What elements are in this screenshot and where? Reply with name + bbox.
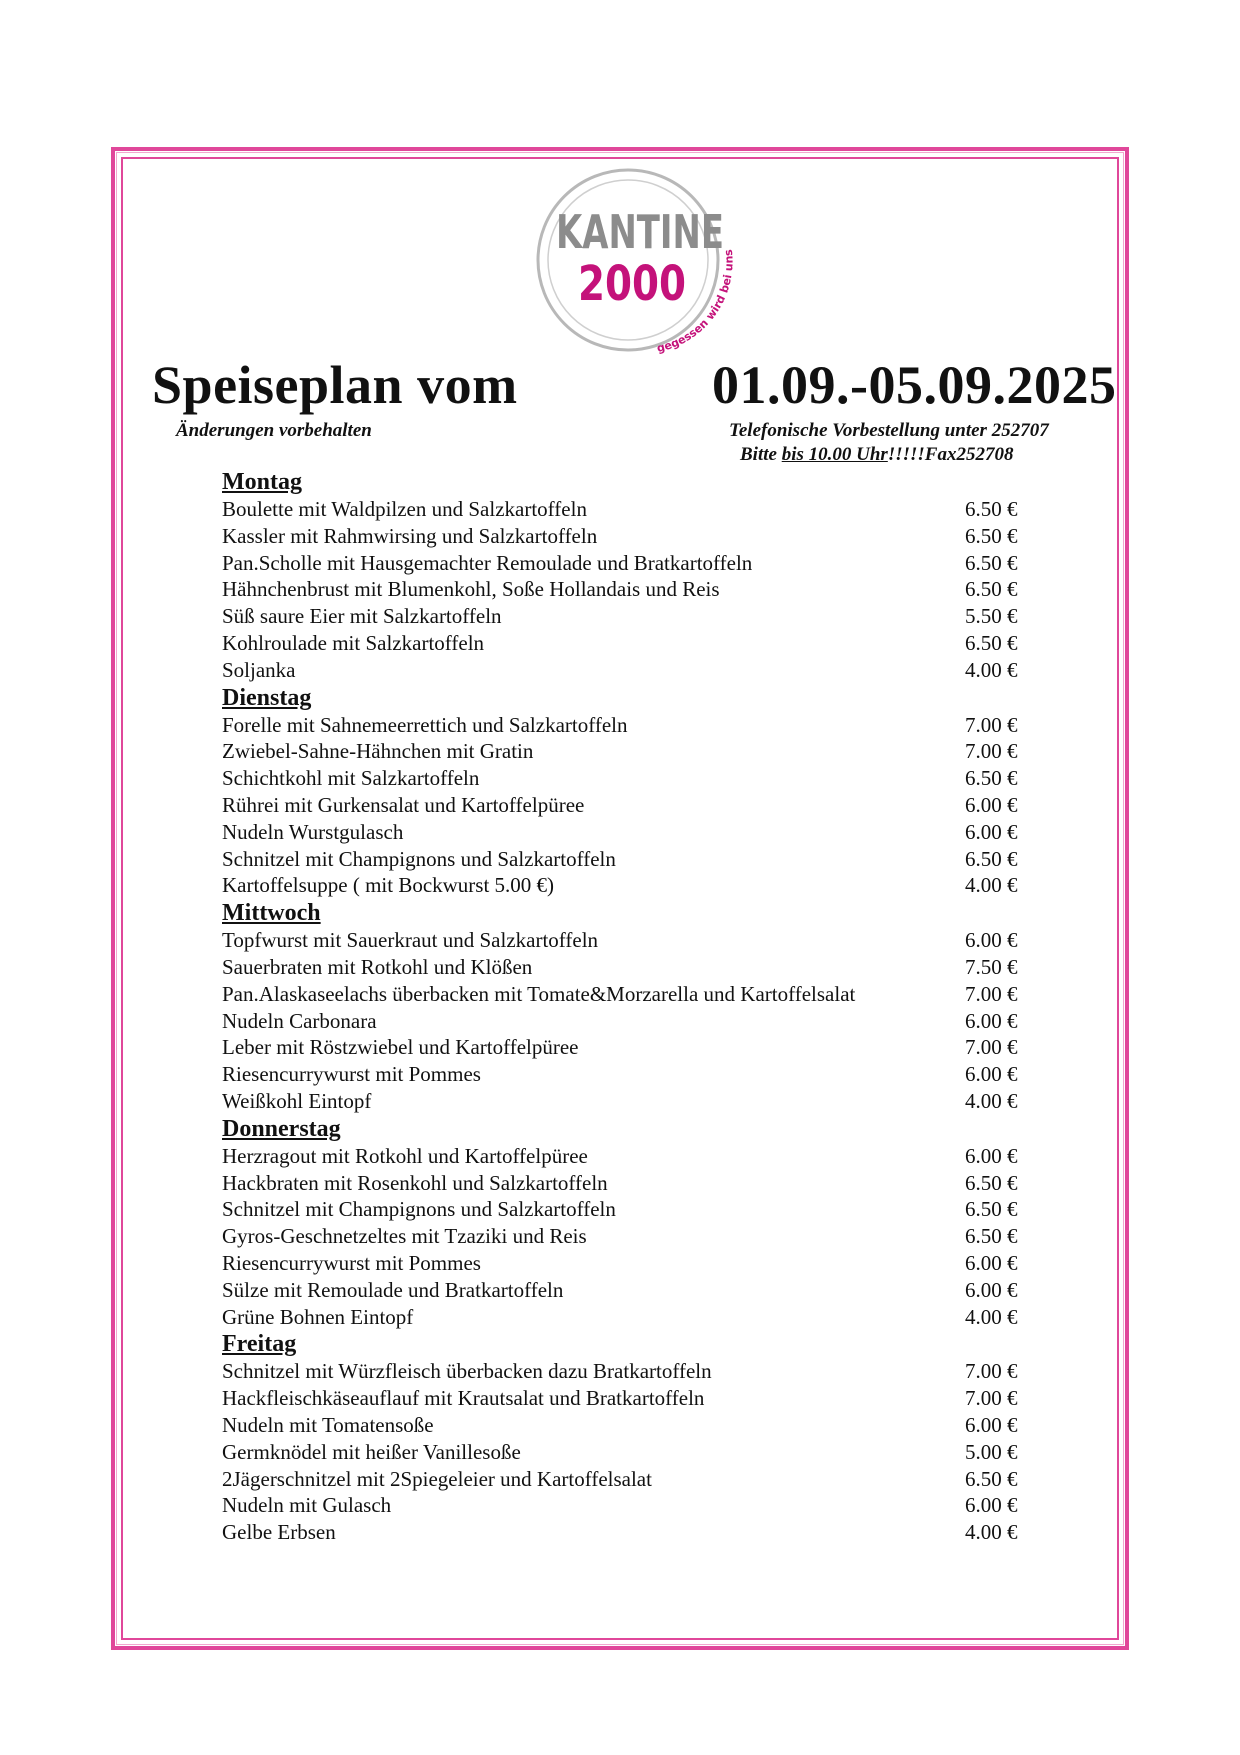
dish-name: Pan.Alaskaseelachs überbacken mit Tomate&Morzarella und Kartoffelsalat: [222, 981, 856, 1006]
dish-name: Germknödel mit heißer Vanillesoße: [222, 1439, 521, 1464]
menu-item: [222, 630, 1030, 657]
dish-name: Nudeln Carbonara: [222, 1008, 377, 1033]
date-range: 01.09.-05.09.2025: [712, 355, 1117, 415]
menu-item: [222, 819, 1030, 846]
menu-item: [222, 1358, 1030, 1385]
dish-name: Pan.Scholle mit Hausgemachter Remoulade und Bratkartoffeln: [222, 550, 753, 575]
dish-price: 7.50 €: [965, 954, 1018, 979]
day-section-montag: [222, 468, 1030, 684]
logo-graphic: [520, 160, 740, 360]
dish-price: 7.00 €: [965, 712, 1018, 737]
dish-name: Hackfleischkäseauflauf mit Krautsalat und Bratkartoffeln: [222, 1386, 705, 1411]
dish-price: 7.00 €: [965, 739, 1018, 764]
dish-name: Süß saure Eier mit Salzkartoffeln: [222, 604, 502, 629]
day-section-donnerstag: [222, 1115, 1030, 1331]
dish-price: 6.00 €: [965, 819, 1018, 844]
menu-item: [222, 657, 1030, 684]
menu-item: [222, 1466, 1030, 1493]
menu-item: [222, 846, 1030, 873]
menu-item: [222, 1385, 1030, 1412]
menu-item: [222, 576, 1030, 603]
dish-name: Hackbraten mit Rosenkohl und Salzkartoffeln: [222, 1170, 608, 1195]
dish-price: 5.50 €: [965, 604, 1018, 629]
order-deadline-time: bis 10.00 Uhr: [781, 444, 888, 465]
dish-price: 6.00 €: [965, 792, 1018, 817]
dish-name: Nudeln mit Gulasch: [222, 1493, 392, 1518]
dish-name: Nudeln Wurstgulasch: [222, 819, 404, 844]
dish-name: Forelle mit Sahnemeerrettich und Salzkartoffeln: [222, 712, 628, 737]
dish-price: 6.50 €: [965, 497, 1018, 521]
menu-item: [222, 872, 1030, 899]
dish-name: Kartoffelsuppe ( mit Bockwurst 5.00 €): [222, 873, 555, 898]
menu-item: [222, 523, 1030, 550]
dish-price: 6.50 €: [965, 1466, 1018, 1491]
dish-name: Topfwurst mit Sauerkraut und Salzkartoffeln: [222, 928, 599, 953]
dish-price: 5.00 €: [965, 1439, 1018, 1464]
menu-item: [222, 1519, 1030, 1546]
dish-name: Nudeln mit Tomatensoße: [222, 1412, 434, 1437]
day-heading: Mittwoch: [222, 900, 321, 927]
dish-price: 6.50 €: [965, 1170, 1018, 1195]
dish-price: 6.00 €: [965, 1143, 1018, 1168]
dish-price: 6.50 €: [965, 523, 1018, 548]
menu-item: [222, 738, 1030, 765]
menu-item: [222, 1170, 1030, 1197]
dish-name: Riesencurrywurst mit Pommes: [222, 1250, 481, 1275]
menu-item: [222, 927, 1030, 954]
dish-name: Riesencurrywurst mit Pommes: [222, 1062, 481, 1087]
page-title: Speiseplan vom: [152, 355, 518, 415]
phone-order-note: Telefonische Vorbestellung unter 252707: [729, 420, 1049, 441]
dish-price: 4.00 €: [965, 1520, 1018, 1545]
menu-item: [222, 1061, 1030, 1088]
day-heading: Freitag: [222, 1331, 297, 1358]
dish-name: Gelbe Erbsen: [222, 1520, 336, 1545]
order-deadline-note: [740, 444, 1013, 466]
menu-item: [222, 954, 1030, 981]
kantine-2000-logo: [520, 160, 740, 360]
dish-price: 6.00 €: [965, 1062, 1018, 1087]
dish-price: 6.00 €: [965, 1493, 1018, 1518]
dish-price: 7.00 €: [965, 1359, 1018, 1384]
dish-name: Sülze mit Remoulade und Bratkartoffeln: [222, 1277, 564, 1302]
menu-item: [222, 765, 1030, 792]
dish-price: 4.00 €: [965, 873, 1018, 898]
dish-name: Schnitzel mit Champignons und Salzkartoffeln: [222, 1197, 616, 1222]
dish-price: 6.00 €: [965, 1412, 1018, 1437]
dish-name: Zwiebel-Sahne-Hähnchen mit Gratin: [222, 739, 534, 764]
dish-price: 6.50 €: [965, 577, 1018, 602]
dish-name: Schnitzel mit Würzfleisch überbacken dazu Bratkartoffeln: [222, 1359, 712, 1384]
menu-item: [222, 1250, 1030, 1277]
dish-price: 6.50 €: [965, 550, 1018, 575]
dish-name: Herzragout mit Rotkohl und Kartoffelpüree: [222, 1143, 588, 1168]
day-heading: Dienstag: [222, 684, 312, 711]
dish-name: Rührei mit Gurkensalat und Kartoffelpüree: [222, 792, 585, 817]
dish-name: Leber mit Röstzwiebel und Kartoffelpüree: [222, 1035, 579, 1060]
changes-note: Änderungen vorbehalten: [176, 420, 372, 441]
dish-name: Boulette mit Waldpilzen und Salzkartoffeln: [222, 497, 587, 521]
logo-number: 2000: [578, 256, 686, 312]
day-heading: Donnerstag: [222, 1115, 341, 1142]
dish-price: 6.00 €: [965, 1250, 1018, 1275]
menu-item: [222, 1412, 1030, 1439]
dish-price: 4.00 €: [965, 657, 1018, 682]
menu-item: [222, 792, 1030, 819]
menu-item: [222, 603, 1030, 630]
dish-price: 6.50 €: [965, 846, 1018, 871]
menu-item: [222, 1034, 1030, 1061]
dish-name: Sauerbraten mit Rotkohl und Klößen: [222, 954, 533, 979]
day-heading: Montag: [222, 469, 302, 495]
order-deadline-fax: !!!!!Fax252708: [887, 444, 1014, 465]
dish-price: 4.00 €: [965, 1304, 1018, 1329]
dish-price: 6.50 €: [965, 630, 1018, 655]
menu-item: [222, 496, 1030, 523]
menu-item: [222, 1277, 1030, 1304]
dish-name: Hähnchenbrust mit Blumenkohl, Soße Hollandais und Reis: [222, 577, 720, 602]
dish-price: 7.00 €: [965, 1386, 1018, 1411]
dish-price: 6.50 €: [965, 1197, 1018, 1222]
dish-price: 4.00 €: [965, 1088, 1018, 1113]
menu-item: [222, 1008, 1030, 1035]
menu-item: [222, 1439, 1030, 1466]
dish-name: Soljanka: [222, 657, 296, 682]
menu-item: [222, 1088, 1030, 1115]
day-section-freitag: [222, 1330, 1030, 1546]
weekly-menu: [222, 468, 1030, 1546]
menu-item: [222, 1492, 1030, 1519]
dish-name: 2Jägerschnitzel mit 2Spiegeleier und Kartoffelsalat: [222, 1466, 652, 1491]
dish-price: 6.00 €: [965, 928, 1018, 953]
dish-price: 6.00 €: [965, 1008, 1018, 1033]
dish-name: Kassler mit Rahmwirsing und Salzkartoffeln: [222, 523, 598, 548]
dish-name: Grüne Bohnen Eintopf: [222, 1304, 414, 1329]
dish-name: Schichtkohl mit Salzkartoffeln: [222, 766, 480, 791]
dish-price: 7.00 €: [965, 981, 1018, 1006]
day-section-mittwoch: [222, 899, 1030, 1115]
menu-item: [222, 712, 1030, 739]
menu-item: [222, 1143, 1030, 1170]
dish-name: Gyros-Geschnetzeltes mit Tzaziki und Reis: [222, 1224, 587, 1249]
menu-item: [222, 1304, 1030, 1331]
dish-price: 6.50 €: [965, 1224, 1018, 1249]
logo-tagline: gegessen wird bei uns: [655, 248, 736, 356]
menu-item: [222, 550, 1030, 577]
dish-price: 7.00 €: [965, 1035, 1018, 1060]
dish-name: Kohlroulade mit Salzkartoffeln: [222, 630, 485, 655]
logo-word: KANTINE: [556, 205, 724, 259]
menu-item: [222, 981, 1030, 1008]
order-deadline-prefix: Bitte: [740, 444, 782, 465]
dish-price: 6.50 €: [965, 766, 1018, 791]
dish-name: Weißkohl Eintopf: [222, 1088, 372, 1113]
menu-item: [222, 1196, 1030, 1223]
menu-item: [222, 1223, 1030, 1250]
day-section-dienstag: [222, 684, 1030, 900]
dish-price: 6.00 €: [965, 1277, 1018, 1302]
dish-name: Schnitzel mit Champignons und Salzkartoffeln: [222, 846, 616, 871]
